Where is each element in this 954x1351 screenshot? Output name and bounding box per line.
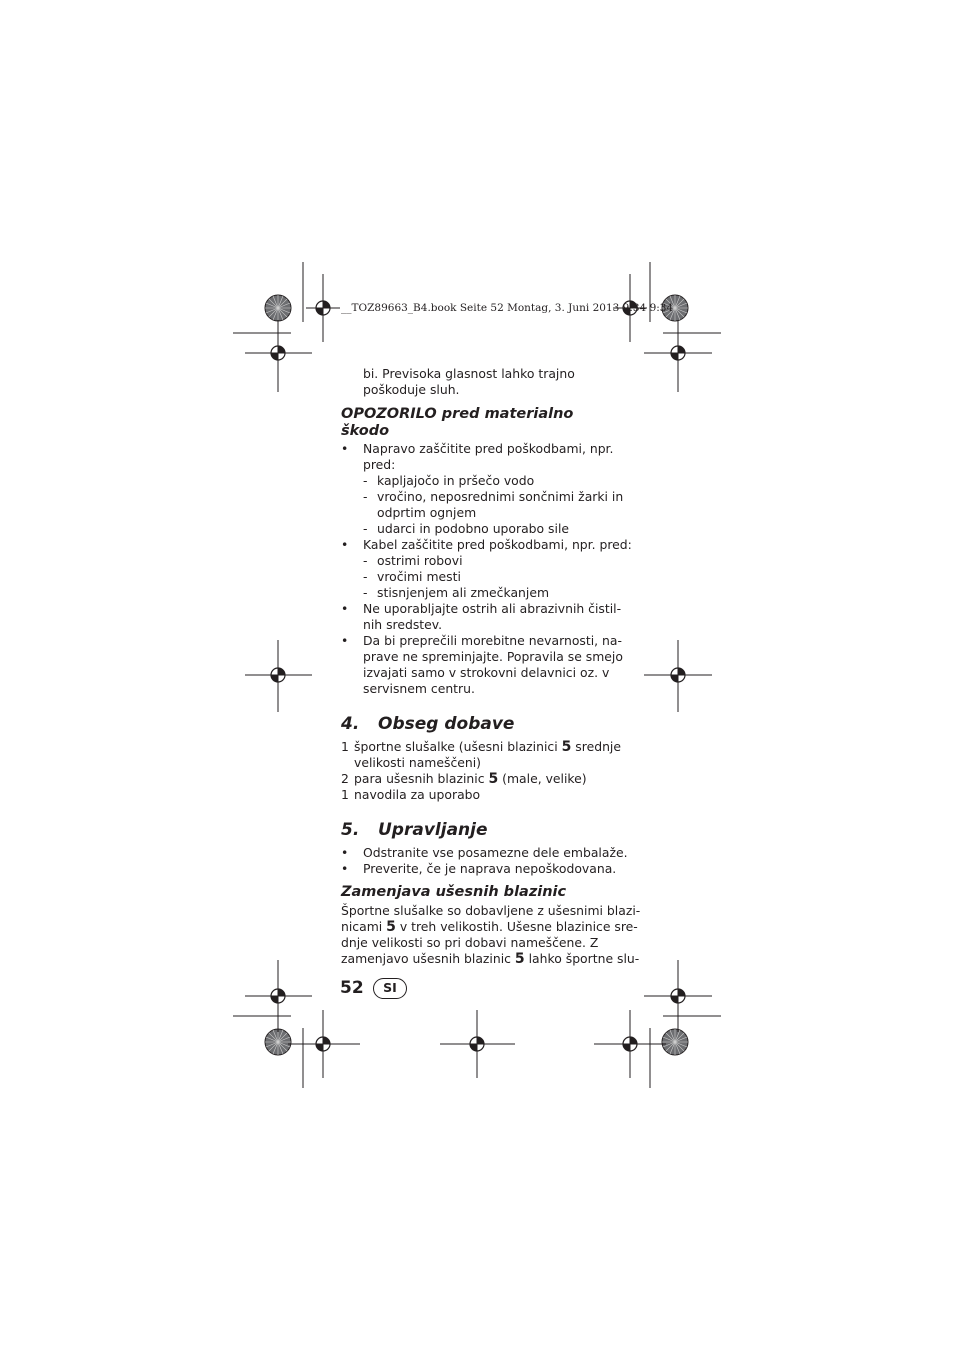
item-text-line-2: velikosti nameščeni) bbox=[354, 755, 482, 770]
intro-line-2: poškoduje sluh. bbox=[363, 382, 460, 397]
warning-bullet-4 bbox=[341, 633, 641, 699]
dash-marker: - bbox=[363, 473, 368, 488]
part-number: 5 bbox=[561, 739, 572, 755]
list-item-text: nih sredstev. bbox=[363, 617, 443, 632]
list-item-text: vročino, neposrednimi sončnimi žarki in bbox=[377, 489, 624, 504]
item-text bbox=[354, 739, 621, 755]
body-paragraph bbox=[341, 903, 641, 969]
bullet-marker: • bbox=[341, 633, 349, 648]
warning-bullet-1 bbox=[341, 441, 641, 477]
list-item-text: izvajati samo v strokovni delavnici oz. v bbox=[363, 665, 610, 680]
warning-heading-line-2: škodo bbox=[341, 423, 390, 439]
list-item-text: ostrimi robovi bbox=[377, 553, 463, 568]
paragraph-line: dnje velikosti so pri dobavi nameščene. Z bbox=[341, 935, 599, 950]
dash-marker: - bbox=[363, 521, 368, 536]
section-number: 4. bbox=[341, 714, 360, 734]
list-item-text: udarci in podobno uporabo sile bbox=[377, 521, 570, 536]
section-number: 5. bbox=[341, 820, 360, 840]
section-title: Upravljanje bbox=[378, 820, 488, 840]
paragraph-line: Športne slušalke so dobavljene z ušesnimi blazi- bbox=[341, 903, 641, 918]
list-item-text: Napravo zaščitite pred poškodbami, npr. bbox=[363, 441, 614, 456]
bullet-marker: • bbox=[341, 861, 349, 876]
item-text-part: športne slušalke (ušesni blazinici bbox=[354, 739, 562, 754]
print-info-header: __TOZ89663_B4.book Seite 52 Montag, 3. Juni 2013 9:34 9:34 bbox=[341, 302, 674, 314]
section-4-heading bbox=[341, 714, 621, 736]
list-item-text: Preverite, če je naprava nepoškodovana. bbox=[363, 861, 617, 876]
warning-subitem-2 bbox=[363, 489, 623, 523]
quantity: 1 bbox=[341, 739, 349, 754]
warning-heading-line-1: OPOZORILO pred materialno bbox=[341, 406, 574, 422]
paragraph-text: nicami bbox=[341, 919, 387, 934]
item-text-part: para ušesnih blazinic bbox=[354, 771, 489, 786]
item-text-part: (male, velike) bbox=[498, 771, 587, 786]
subsection-heading: Zamenjava ušesnih blazinic bbox=[341, 884, 567, 900]
dash-marker: - bbox=[363, 553, 368, 568]
delivery-item-3 bbox=[341, 787, 641, 805]
dash-marker: - bbox=[363, 569, 368, 584]
list-item-text: kapljajočo in pršečo vodo bbox=[377, 473, 535, 488]
bullet-marker: • bbox=[341, 601, 349, 616]
paragraph-line bbox=[341, 951, 639, 967]
list-item-text: stisnjenjem ali zmečkanjem bbox=[377, 585, 550, 600]
list-item-text: Kabel zaščitite pred poškodbami, npr. pred: bbox=[363, 537, 632, 552]
paragraph-text: lahko športne slu- bbox=[524, 951, 640, 966]
language-badge: SI bbox=[373, 978, 407, 999]
warning-bullet-3 bbox=[341, 601, 641, 635]
dash-marker: - bbox=[363, 489, 368, 504]
paragraph-text: zamenjavo ušesnih blazinic bbox=[341, 951, 515, 966]
list-item-text: Odstranite vse posamezne dele embalaže. bbox=[363, 845, 628, 860]
bullet-marker: • bbox=[341, 537, 349, 552]
list-item-text: Ne uporabljajte ostrih ali abrazivnih čistil- bbox=[363, 601, 622, 616]
section-5-heading bbox=[341, 820, 621, 842]
bullet-marker: • bbox=[341, 441, 349, 456]
list-item-text: servisnem centru. bbox=[363, 681, 475, 696]
part-number: 5 bbox=[386, 919, 396, 935]
bullet-marker: • bbox=[341, 845, 349, 860]
list-item-text: pred: bbox=[363, 457, 396, 472]
item-text-part: srednje bbox=[571, 739, 621, 754]
part-number: 5 bbox=[488, 771, 499, 787]
paragraph-text: v treh velikostih. Ušesne blazinice sre- bbox=[395, 919, 638, 934]
paragraph-line bbox=[341, 919, 638, 935]
quantity: 2 bbox=[341, 771, 349, 786]
list-item-text: odprtim ognjem bbox=[377, 505, 477, 520]
intro-line-1: bi. Previsoka glasnost lahko trajno bbox=[363, 366, 575, 381]
item-text: navodila za uporabo bbox=[354, 787, 481, 802]
delivery-item-1 bbox=[341, 739, 641, 773]
part-number: 5 bbox=[514, 951, 525, 967]
list-item-text: vročimi mesti bbox=[377, 569, 461, 584]
section-title: Obseg dobave bbox=[378, 714, 515, 734]
item-text bbox=[354, 771, 587, 787]
page-number: 52 bbox=[340, 978, 364, 998]
operation-bullet-2 bbox=[341, 861, 641, 879]
quantity: 1 bbox=[341, 787, 349, 802]
list-item-text: prave ne spreminjajte. Popravila se smejo bbox=[363, 649, 623, 664]
list-item-text: Da bi preprečili morebitne nevarnosti, na- bbox=[363, 633, 622, 648]
dash-marker: - bbox=[363, 585, 368, 600]
